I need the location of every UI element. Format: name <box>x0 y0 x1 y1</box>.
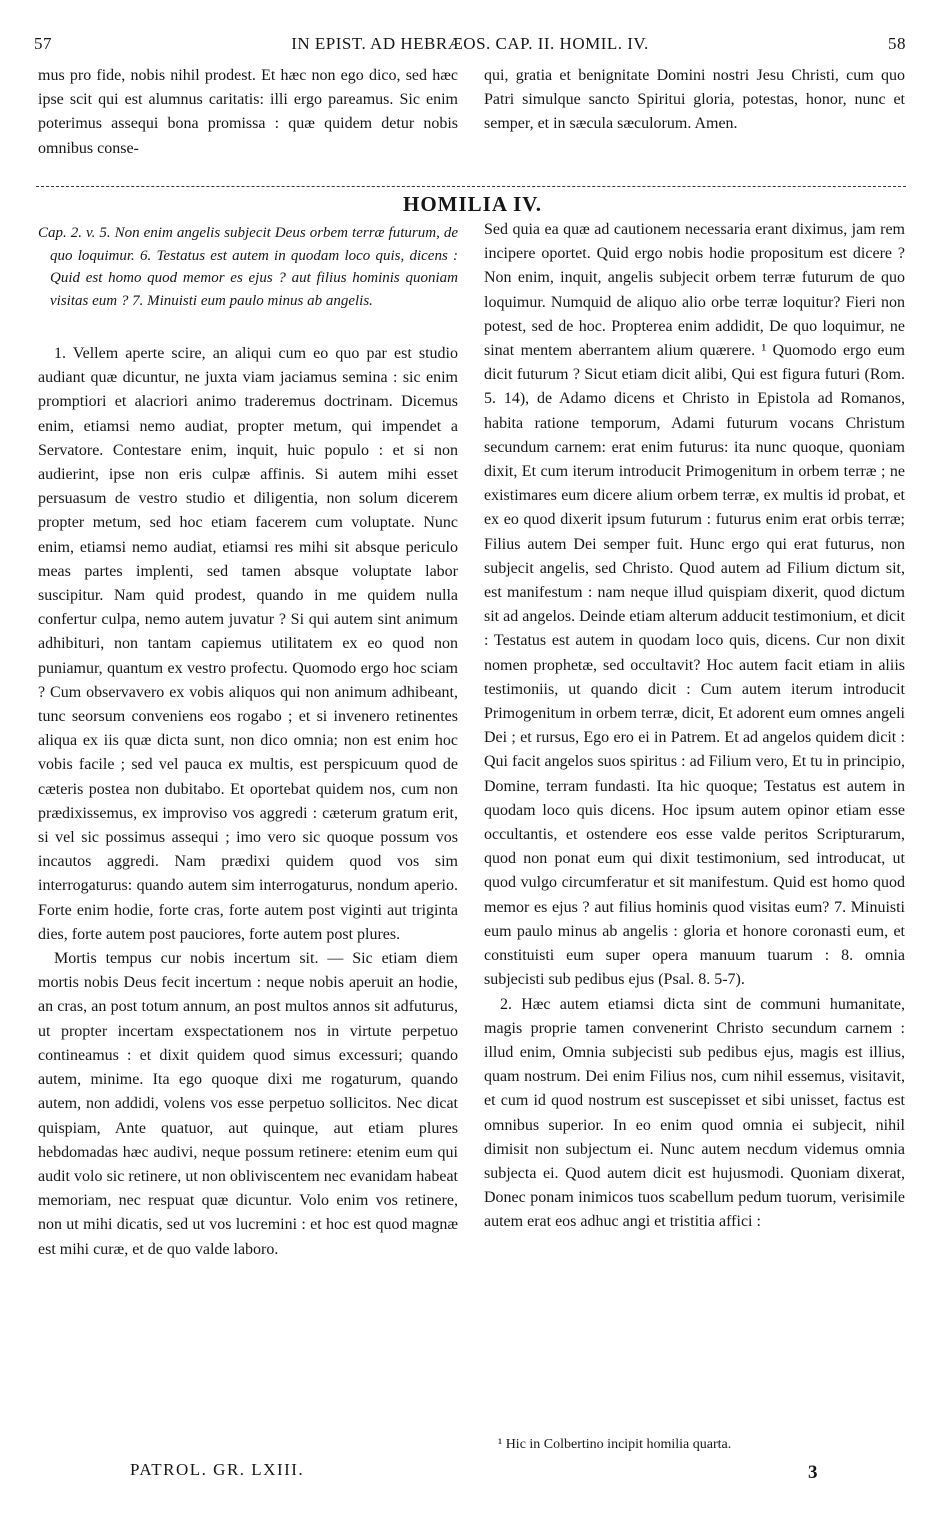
homily-title: HOMILIA IV. <box>403 192 542 216</box>
paragraph: 1. Vellem aperte scire, an aliqui cum eo quo par est studio audiant quæ dicuntur, ne juxta viam jaciamus semina : sic enim promptiori et alacriori animo traderemus doctrinam. Dicemus enim, etiamsi nemo audiat, propter metum, qui impendet a Servatore. Contestare enim, inquit, huic populo : et si non audierint, ipse non eris culpæ affinis. Si autem mihi esset persuasum de vestro studio et diligentia, non solum dicerem propter metum, sed hoc etiam facerem cum voluptate. Nunc enim, etiamsi nemo audiat, etiamsi res mihi sit absque periculo meas partes implenti, sed tamen absque voluptate labor suscipitur. Nam quid prodest, quando in me quidem nulla confertur culpa, nemo autem juvatur ? Si qui autem sint animum adhibituri, non tantam capiemus utilitatem ex eo quod non puniamur, quantum ex vestro profectu. Quomodo ergo hoc sciam ? Cum observavero ex vobis aliquos qui non animum adhibeant, tunc seorsum conveniens eos rogabo ; et si invenero retinentes aliqua ex iis quæ dicta sunt, non dico omnia; non est enim hoc vobis facile ; sed vel pauca ex multis, est perspicuum quod de cæteris postea non dubitabo. Et oportebat quidem nos, cum non prædixissemus, ex improviso vos aggredi : cæterum gratum erit, si vel sic possimus assequi ; imo vero sic quoque possum vos incautos aggredi. Nam prædixi quidem quod vos sim interrogaturus: quando autem sim interrogaturus, nondum aperio. Forte enim hodie, forte cras, forte autem post viginti aut triginta dies, forte autem post pauciores, forte autem post plures. <box>38 345 458 943</box>
paragraph: Sed quia ea quæ ad cautionem necessaria erant diximus, jam rem incipere oportet. Quid ergo nobis hodie propositum est dicere ? Non enim, inquit, angelis subjecit orbem terræ futurum de quo loquimur. Numquid de aliquo alio orbe terræ loquitur? Fieri non potest, sed de hoc. Propterea enim addidit, De quo loquimur, ne sinat mentem aberrantem alium quærere. ¹ Quomodo ergo eum dicit futurum ? Sicut etiam dicit alibi, Qui est figura futuri (Rom. 5. 14), de Adamo dicens et Christo in Epistola ad Romanos, habita ratione temporum, Adami futurum vocans Christum secundum carnem: erat enim futurus: ita nunc quoque, quoniam dixit, Et cum iterum introducit Primogenitum in orbem terræ ; ne existimares eum dicere alium orbem terræ, ex multis id probat, et ex eo quod dixerit ipsum futurum : futurus enim erat orbis terræ; Filius autem Dei semper fuit. Hunc ergo qui erat futurus, non subjecit angelis, sed Christo. Quod autem ad Filium dictum sit, est manifestum : nam neque illud quispiam dixerit, quod dictum sit ad angelos. Deinde etiam alterum adducit testimonium, et dicit : Testatus est autem in quodam loco quis, dicens. Cur non dixit nomen prophetæ, sed occultavit? Hoc autem facit etiam in aliis testimoniis, ut quando dicit : Cum autem iterum introducit Primogenitum in orbem terræ, dicit, Et adorent eum omnes angeli Dei ; et rursus, Ego ero ei in Patrem. Et ad angelos quidem dicit : Qui facit angelos suos spiritus : ad Filium vero, Et tu in principio, Domine, terram fundasti. Ita hic quoque; Testatus est autem in quodam loco quis dicens. Hoc ipsum autem opinor etiam esse occultantis, et ostendere eos esse valde peritos Scripturarum, quod non ponat eum qui dixit testimonium, sed introducat, ut quod vulgo circumferatur et sit manifestum. Quid est homo quod memor es ejus ? aut filius hominis quod visitas eum? 7. Minuisti eum paulo minus ab angelis : gloria et honore coronasti eum, et constituisti eum super opera manuum tuarum : 8. omnia subjecisti sub pedibus ejus (Psal. 8. 5-7). <box>484 221 905 989</box>
top-left-column <box>38 64 458 161</box>
paragraph: Mortis tempus cur nobis incertum sit. — Sic etiam diem mortis nobis Deus fecit incertum : neque nobis aperuit an hodie, an cras, an post totum annum, an post multos annos sit adfuturus, ut propter incertam exspectationem nos in virtute perpetuo contineamus : et dixit quidem quod simus excessuri; quando autem, minime. Ita ego quoque dixi me rogaturum, quando autem, non addidi, volens vos esse perpetuo sollicitos. Nec dicat quispiam, Ante quatuor, aut quinque, aut etiam plures hebdomadas hæc audivi, neque possum retinere: etenim eum qui audit volo sic retinere, ut non obliviscentem nec evanidam habeat memoriam, nec respuat quæ dicuntur. Volo enim vos retinere, non ut mihi dicatis, sed ut vos lucremini : et hoc est quod magnæ est mihi curæ, et de quo valde laboro. <box>38 950 458 1258</box>
top-right-column <box>484 64 905 137</box>
running-header <box>34 34 906 56</box>
running-title: IN EPIST. AD HEBRÆOS. CAP. II. HOMIL. IV. <box>291 34 649 53</box>
section-divider <box>36 186 906 187</box>
footer-sheet-number: 3 <box>808 1462 818 1483</box>
top-right-text: qui, gratia et benignitate Domini nostri Jesu Christi, cum quo Patri simulque sancto Spiritui gloria, potestas, honor, nunc et semper, et in sæcula sæculorum. Amen. <box>484 67 905 133</box>
footer-signature: PATROL. GR. LXIII. <box>130 1460 305 1479</box>
footnote: ¹ Hic in Colbertino incipit homilia quarta. <box>498 1437 732 1452</box>
right-column <box>484 218 905 1235</box>
page-number-left: 57 <box>34 34 52 53</box>
chapter-summary: Cap. 2. v. 5. Non enim angelis subjecit Deus orbem terræ futurum, de quo loquimur. 6. Testatus est autem in quodam loco quis, dicens : Quid est homo quod memor es ejus ? aut filius hominis quoniam visitas eum ? 7. Minuisti eum paulo minus ab angelis. <box>38 225 458 309</box>
paragraph: 2. Hæc autem etiamsi dicta sint de communi humanitate, magis proprie tamen convenerint Christo secundum carnem : illud enim, Omnia subjecisti sub pedibus ejus, magis est illius, quam nostrum. Dei enim Filius nos, cum nihil essemus, visitavit, et cum id quod nostrum est suscepisset et sibi unisset, factus est omnibus superior. In eo enim quod omnia ei subjecit, nihil dimisit non subjectum ei. Nunc autem necdum videmus omnia subjecta ei. Quod autem dicit est hujusmodi. Quoniam dixerat, Donec ponam inimicos tuos scabellum pedum tuorum, verisimile autem erat eos adhuc angi et tristitia affici : <box>484 995 905 1231</box>
left-column <box>38 222 458 1262</box>
top-left-text: mus pro fide, nobis nihil prodest. Et hæc non ego dico, sed hæc ipse scit qui est alumnus caritatis: illi ergo pareamus. Sic enim poterimus assequi bona promissa : quæ quidem detur nobis omnibus conse- <box>38 67 458 157</box>
page-number-right: 58 <box>888 34 906 53</box>
spacer <box>38 312 458 342</box>
